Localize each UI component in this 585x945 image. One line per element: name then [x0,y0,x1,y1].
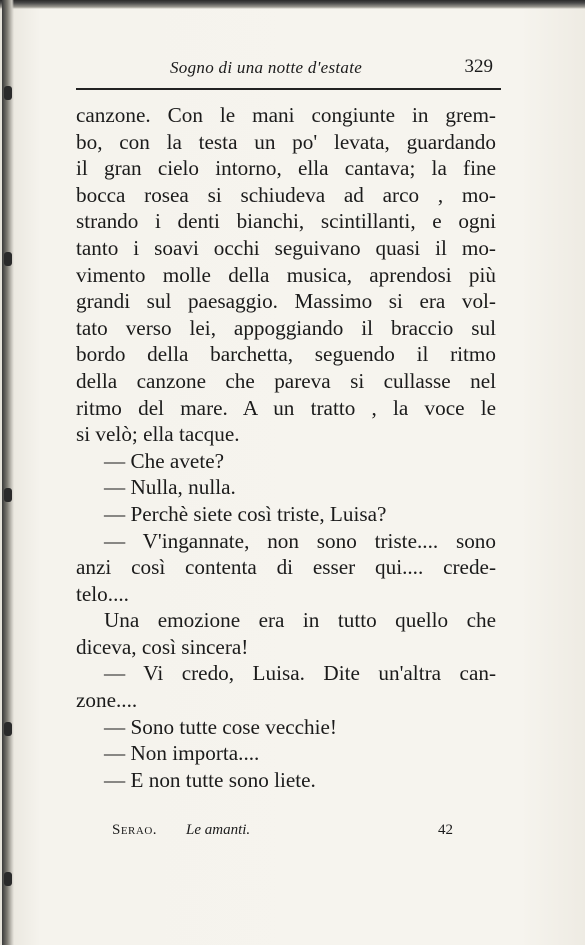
dialogue-line: — V'ingannate, non sono triste.... sono [104,528,496,553]
text-line: telo.... [76,581,129,606]
dialogue-line: — Non importa.... [104,741,260,766]
text-line: bocca rosea si schiudeva ad arco , mo- [76,182,496,207]
binding-stitch [4,872,12,886]
text-line: strando i denti bianchi, scintillanti, e ogni [76,209,496,234]
dialogue-line: — Perchè siete così triste, Luisa? [104,501,387,526]
page-number: 329 [464,56,493,77]
text-line: il gran cielo intorno, ella cantava; la fine [76,156,496,181]
text-line: tanto i soavi occhi seguivano quasi il mo- [76,235,496,260]
text-line: diceva, così sincera! [76,634,249,659]
body-text [76,102,496,793]
text-line: zone.... [76,688,138,713]
dialogue-line: — Nulla, nulla. [104,475,236,500]
dialogue-line: — Che avete? [104,448,225,473]
text-line: grandi sul paesaggio. Massimo si era vol- [76,289,496,314]
text-line: bo, con la testa un po' levata, guardando [76,129,496,154]
signature-number: 42 [438,822,453,838]
text-line: tato verso lei, appoggiando il braccio sul [76,315,496,340]
text-line: ritmo del mare. A un tratto , la voce le [76,395,496,420]
running-title: Sogno di una notte d'estate [170,58,363,77]
header-rule [76,88,501,90]
text-line: canzone. Con le mani congiunte in grem- [76,103,496,127]
dialogue-line: — E non tutte sono liete. [104,767,316,792]
binding-stitch [4,722,12,736]
footer-author: Serao. [112,822,158,838]
text-line: bordo della barchetta, seguendo il ritmo [76,342,496,367]
text-line: vimento molle della musica, aprendosi più [76,262,496,287]
page-header [76,54,501,82]
page-footer [112,822,462,846]
binding-stitch [4,86,12,100]
page-top-edge [0,0,585,9]
dialogue-line: — Sono tutte cose vecchie! [104,714,337,739]
footer-title: Le amanti. [186,822,251,838]
text-line: della canzone che pareva si cullasse nel [76,368,496,393]
binding-stitch [4,488,12,502]
binding-stitch [4,252,12,266]
text-line: si velò; ella tacque. [76,422,240,447]
text-line: anzi così contenta di esser qui.... crede- [76,555,496,580]
paragraph-line: Una emozione era in tutto quello che [104,608,496,633]
dialogue-line: — Vi credo, Luisa. Dite un'altra can- [104,661,496,686]
book-binding [2,0,14,945]
